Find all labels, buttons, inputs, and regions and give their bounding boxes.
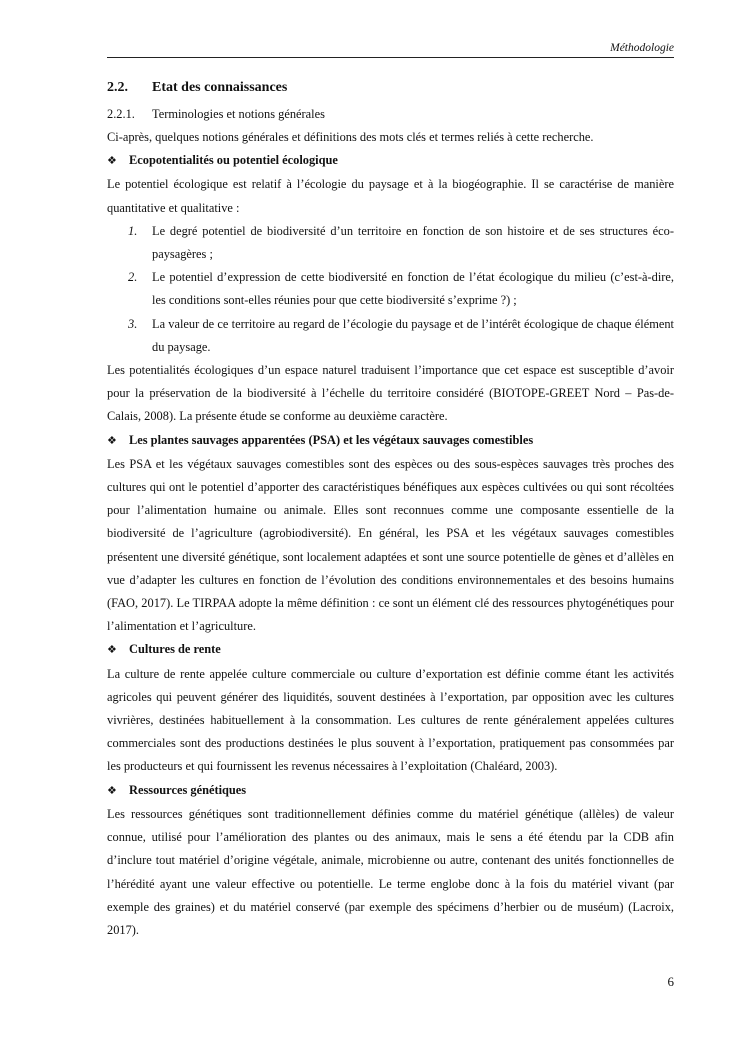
subsection-number: 2.2.1. [107, 107, 135, 121]
heading-ecopotential-text: Ecopotentialités ou potentiel écologique [129, 153, 338, 168]
genetic-paragraph: Les ressources génétiques sont traditionnellement définies comme du matériel génétique (allèles) de valeur connue, utilisé pour l’amélioration des plantes ou des animaux, mais le sens a été étendu par la CDB afin d’inclure tout matériel d’origine végétale, animale, microbienne ou autre, contenant des unités fonctionnelles de l’hérédité ayant une valeur effective ou potentielle. Le terme englobe donc à la fois du matériel vivant (par exemple des graines) et du matériel conservé (par exemple des spécimens d’herbier ou de muséum) (Lacroix, 2017). [107, 806, 674, 937]
rente-paragraph: La culture de rente appelée culture commerciale ou culture d’exportation est définie comme étant les activités agricoles qui peuvent générer des liquidités, souvent destinées à l’exportation, par opposition avec les cultures vivrières, destinées habituellement à la consommation. Les cultures de rente généralement appelées cultures commerciales sont des productions destinées le plus souvent à l’exportation, pratiquement pas consommées par les producteurs et qui fournissent les revenus nécessaires à l’exploitation (Chaléard, 2003). [107, 666, 674, 774]
subsection-title: Terminologies et notions générales [152, 107, 325, 121]
diamond-bullet-icon: ❖ [107, 784, 117, 797]
heading-genetic [107, 779, 674, 803]
heading-genetic-text: Ressources génétiques [129, 782, 247, 797]
list-item [107, 266, 674, 312]
subsection-heading [107, 103, 674, 126]
heading-rente-text: Cultures de rente [129, 642, 221, 657]
page-content [107, 78, 674, 942]
list-item-text: Le potentiel d’expression de cette biodiversité en fonction de l’état écologique du milieu (c’est-à-dire, les conditions sont-elles réunies pour que cette biodiversité s’exprime ?) ; [152, 270, 674, 308]
intro-paragraph: Ci-après, quelques notions générales et définitions des mots clés et termes reliés à cette recherche. [107, 130, 594, 144]
ecopotential-list [107, 220, 674, 359]
heading-ecopotential [107, 149, 674, 173]
list-item [107, 220, 674, 266]
diamond-bullet-icon: ❖ [107, 644, 117, 657]
list-item-number: 3. [128, 316, 138, 331]
list-item-number: 1. [128, 223, 138, 238]
heading-rente [107, 638, 674, 662]
list-item-text: La valeur de ce territoire au regard de l’écologie du paysage et de l’intérêt écologique de chaque élément du paysage. [152, 316, 674, 354]
psa-paragraph: Les PSA et les végétaux sauvages comestibles sont des espèces ou des sous-espèces sauvages très proches des cultures qui ont le potentiel d’apporter des caractéristiques bénéfiques aux espèces cultivées ou qui sont récoltées pour l’alimentation humaine ou animale. Elles sont reconnues comme une composante essentielle de la biodiversité de l’agriculture (agrobiodiversité). En général, les PSA et les végétaux sauvages comestibles présentent une diversité génétique, sont localement adaptées et sont une source potentielle de gènes et d’allèles en vue d’adapter les cultures en fonction de l’évolution des conditions environnementales et des besoins humains (FAO, 2017). Le TIRPAA adopte la même définition : ce sont un élément clé des ressources phytogénétiques pour l’alimentation et l’agriculture. [107, 456, 674, 634]
heading-psa [107, 429, 674, 453]
diamond-bullet-icon: ❖ [107, 155, 117, 168]
list-item-text: Le degré potentiel de biodiversité d’un territoire en fonction de son histoire et de ses structures éco-paysagères ; [152, 223, 674, 262]
ecopotential-paragraph: Le potentiel écologique est relatif à l’écologie du paysage et à la biogéographie. Il se caractérise de manière quantitative et qualitative : [107, 177, 674, 215]
diamond-bullet-icon: ❖ [107, 434, 117, 447]
list-item-number: 2. [128, 270, 138, 285]
ecopotential-conclusion-paragraph: Les potentialités écologiques d’un espace naturel traduisent l’importance que cet espace est susceptible d’avoir pour la préservation de la biodiversité à l’échelle du territoire considéré (BIOTOPE-GREET Nord – Pas-de-Calais, 2008). La présente étude se conforme au deuxième caractère. [107, 363, 674, 424]
section-title: Etat des connaissances [152, 80, 288, 95]
section-heading [107, 78, 674, 98]
page-number: 6 [667, 974, 674, 989]
list-item [107, 313, 674, 359]
heading-psa-text: Les plantes sauvages apparentées (PSA) et les végétaux sauvages comestibles [129, 432, 534, 447]
section-number: 2.2. [107, 80, 128, 95]
running-header: Méthodologie [107, 42, 674, 58]
